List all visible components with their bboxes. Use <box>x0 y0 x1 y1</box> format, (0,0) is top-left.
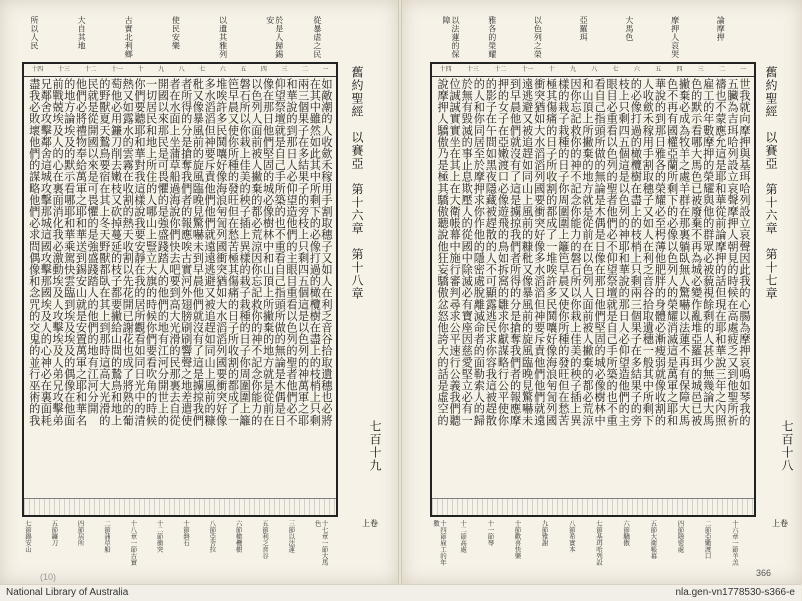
footnote: 八節亞舍拉 <box>208 520 217 553</box>
text-column: 秕又像暴風前的旋風臨晚見驚嚇未到早晨他們就沒有了這是擄掠我們 <box>191 78 205 426</box>
text-column: 和華說的到那日人必仰望造他們的主眼目重看以色列的聖者他們必不 <box>284 78 298 426</box>
right-verse-number-row <box>432 64 754 77</box>
text-column: 一切居民和地上所住的人哪山上豎立大旗的時候你們要看吹角的時候 <box>144 78 158 426</box>
text-column: 堆唉許多民鬨嚷好像海浪匉訇列國衝突猶如大水滔滔列國要衝突好像 <box>214 78 228 426</box>
column-number: 五 <box>240 66 247 73</box>
text-column: 世我就向摩押與基珥哈列設立哀聲因此我的心腸為摩押哀鳴如琴我的 <box>738 78 751 426</box>
text-column: 極其傷痛的日子所收割的都成了一堆唉許多民鬨嚷好像海浪匉訇列國 <box>544 78 558 426</box>
left-page <box>0 0 399 584</box>
text-column: 的影子在午間如黑夜隱藏被趕散的人不可顯露逃民求你容我這被趕散 <box>484 78 498 426</box>
footnote: 七節錫安山 <box>24 520 32 553</box>
text-column: 五臟為吉珥哈列設立哀聲摩押人朝見的時候在高處疲乏又到他聖所祈 <box>725 78 739 426</box>
item-identifier: nla.gen-vn1778530-s366-e <box>675 587 795 598</box>
column-number: 十二 <box>84 66 97 73</box>
footnote: 六節橄欖樹 <box>234 520 243 553</box>
margin-note: 以色列之榮 <box>533 16 543 59</box>
text-column: 於無有毀滅的事止息欺壓人的從國中除滅必有寶座因慈愛堅立必有一 <box>460 78 474 426</box>
column-number: 二 <box>719 66 726 73</box>
text-column: 的野獸夏天鷙鳥要宿在其上冬天野獸都臥在其上到那時這高大光滑的 <box>97 78 111 426</box>
viewer-footer <box>0 584 801 601</box>
left-body-text <box>28 78 332 497</box>
left-page-number: 七百十九 <box>368 420 382 472</box>
text-column: 仰望祭壇就是自己手所築的也不重看自己指頭所做的無論是木偶是日 <box>273 78 287 426</box>
text-column: 禱也不蒙應允這是耶和華從前論摩押的話但現在耶和華說三年之內照 <box>713 78 727 426</box>
text-column: 色不再有國權亞蘭所剩下的必像以色列人的榮耀消滅這是萬軍之耶和 <box>665 78 679 426</box>
left-top-notes <box>30 16 360 60</box>
text-column: 在其中雖然如此其中所剩下的必像打過的橄欖樹在盡上的枝梢上只剩 <box>308 78 322 426</box>
footnote: 二節蒲草船 <box>103 520 111 553</box>
text-column: 多水滔滔但神要斥責他們他們就遠遠逃避又被追趕如同山上風前的糠 <box>203 78 217 426</box>
text-column: 撇棄必成為牧羊之處羊群在那裏躺臥無人驚嚇以法蓮不再有保障大馬 <box>677 78 691 426</box>
column-number: 九 <box>570 66 577 73</box>
text-column: 你們要聽耶和華對我這樣說我要安靜在我的居所觀看如同日光中的清 <box>132 78 146 426</box>
text-column: 枝上只剩四五個這是以色列的神耶和華說的那日人必仰望造他們的主 <box>617 78 631 426</box>
footnote: 十二節衝突 <box>155 520 164 553</box>
text-column: 的地方論埃及的默示看哪耶和華乘駕快雲臨到埃及埃及的偶像在他面 <box>62 78 76 426</box>
text-column: 民就是從開國以來是可畏懼的是強盛踐踏人的他們的地有江河分開 <box>86 78 100 415</box>
column-number: 十三 <box>57 66 70 73</box>
text-column: 像在那日他們堅固的城必像樹林中和山頂上所撇棄的地方就是從前在 <box>261 78 275 426</box>
footnote: 九節雅謝 <box>540 520 549 546</box>
column-number: 三 <box>281 66 288 73</box>
text-column: 兄鄰舍攻擊鄰舍這城攻擊那城這國攻擊那國埃及人的心神必在裏面耗 <box>39 78 53 426</box>
column-number: 十三 <box>466 66 479 73</box>
column-number: 十 <box>137 66 144 73</box>
footnote: 十六章一節羊羔 <box>730 520 739 566</box>
right-bottom-notes <box>432 520 758 568</box>
text-column: 和山頂上所撇棄的地方就是從前在以色列人面前被人撇棄的都必荒涼 <box>581 78 594 426</box>
page-stamp: 366 <box>756 568 772 578</box>
footnote: 六節驕傲 <box>622 520 631 546</box>
footnote: 五節鐮刀 <box>50 520 59 546</box>
column-number: 十四 <box>31 66 44 73</box>
footnote: 十七章一節大馬色 <box>313 520 329 566</box>
left-bottom-notes <box>24 520 340 568</box>
text-column: 磐石所以你栽上佳美的秧子插上異樣的栽子栽種的日子你周圍圍上籬 <box>238 78 252 426</box>
footnote: 十節磐石 <box>182 520 190 546</box>
footnote: 五節大衛帳幕 <box>649 520 658 559</box>
column-number: 十一 <box>110 66 123 73</box>
right-page-mark: 上卷 <box>772 519 788 528</box>
text-column: 前戰兢埃及人的心在裏面消化我必激動埃及人攻擊埃及人弟兄攻擊弟 <box>51 78 65 426</box>
margin-note: 雅各的榮耀 <box>487 16 497 59</box>
footnote: 五節利乏音谷 <box>261 520 269 559</box>
text-column: 盡我必敗壞他們的謀略他們必求問偶像和念咒的交鬼的並行巫術的我 <box>27 78 41 426</box>
column-number: 七 <box>199 66 206 73</box>
column-number: 一 <box>322 66 329 73</box>
right-footnote-rule <box>432 498 754 515</box>
column-number: 十二 <box>494 66 507 73</box>
footnote: 八節希實本 <box>567 520 576 553</box>
text-column: 的人和你同居至於摩押求你作他的隱密處脫離滅命者的面勒索人的歸 <box>472 78 486 426</box>
text-column: 人收歛禾稼用手割取穗子又如人在利乏音谷拾取遺穗一般其中所剩下 <box>641 78 655 426</box>
text-column: 說摩押人驕傲乃是極其驕傲聽說他狂妄驕傲忿怒他誇大的話是虛空的 <box>436 78 450 426</box>
margin-note: 所以人民 <box>30 16 39 50</box>
corner-marker: (10) <box>40 572 57 582</box>
text-column: 遠逃避又被追趕如同山上風前的糠秕又像暴風前的旋風臨晚見驚嚇未 <box>520 78 534 426</box>
margin-note: 大自其地 <box>77 16 87 50</box>
footnote: 十一節琴 <box>486 520 495 546</box>
library-name: National Library of Australia <box>6 587 129 598</box>
text-column: 華說的到那日雅各的榮耀必至枵薄他肥胖的身體必漸瘦弱就像收割的 <box>653 78 667 426</box>
text-column: 衝突猶如大水滔滔列國要衝突好像多水滔滔但神要斥責他們他們就遠 <box>532 78 546 426</box>
text-column: 熱又如露水的雲霧在收割的熱天收割以先花開已謝花也成了將熟的葡 <box>121 78 135 426</box>
left-running-head <box>350 66 366 506</box>
column-number: 八 <box>178 66 185 73</box>
column-number: 一 <box>740 66 747 73</box>
footnote: 二節亞嫩渡口 <box>703 520 712 559</box>
column-number: 四 <box>676 66 683 73</box>
column-number: 六 <box>633 66 640 73</box>
column-number: 五 <box>655 66 662 73</box>
left-footnote-rule <box>24 498 336 515</box>
text-column: 如敵潮的人收歛禾稼用手割取穗子又如人在利乏音谷拾取遺穗也必將 <box>320 78 333 426</box>
column-number: 三 <box>697 66 704 73</box>
margin-note: 大馬色 <box>624 16 634 42</box>
footnote: 十八章一節古實 <box>129 520 138 566</box>
column-number: 十一 <box>521 66 534 73</box>
left-page-number-box <box>368 420 384 480</box>
left-running-head-text: 舊約聖經 以賽亞 第十六章 第十八章 <box>350 66 364 300</box>
right-page <box>401 0 802 584</box>
text-column: 看自己指頭所做的無論是木偶是日像在那日他們堅固的城必像樹林中 <box>593 78 607 426</box>
margin-note: 從暴虐之民 <box>312 16 322 59</box>
text-column: 者在水面上坐蒲草船過海說你們快去吧要到高大光滑的民那裏去自從 <box>168 78 181 426</box>
text-column: 萄他必用鐮刀削去嫩枝又砍掉蔓延的枝子都要撇給山間的鷙鳥和地上 <box>109 78 123 426</box>
footnote: 七節基珥哈列設 <box>595 520 603 566</box>
margin-note: 以遺其雅列 <box>218 16 228 59</box>
text-column: 位誠誠實實坐在其上在大衛帳幕中施行審判尋求公平速行公義我們聽 <box>448 78 462 426</box>
right-running-head <box>764 66 780 506</box>
margin-note: 論摩押 <box>716 16 726 42</box>
right-running-head-text: 舊約聖經 以賽亞 第十六章 第十七章 <box>764 66 778 300</box>
column-number: 四 <box>260 66 267 73</box>
right-top-notes <box>442 16 762 60</box>
column-number: 七 <box>612 66 619 73</box>
text-column: 眼目必重看以色列的聖者他們必不仰望祭壇就是自己手所築的也不重 <box>605 78 619 426</box>
right-page-number: 七百十八 <box>780 420 794 472</box>
margin-note: 摩押人哀哭 <box>670 16 680 59</box>
column-number: 十 <box>548 66 555 73</box>
column-number: 九 <box>158 66 165 73</box>
text-column: 笆早晨又使你所種的發旺但在愁苦極其傷痛的日子所收割的都成了一 <box>226 78 240 426</box>
text-column: 他們必將禮物奉給萬軍之耶和華送到錫安山就是安置萬軍之耶和華名 <box>74 78 88 426</box>
footnote: 十節歡喜快樂 <box>513 520 522 559</box>
right-page-number-box <box>780 420 796 480</box>
margin-note: 以法蓮的保障 <box>442 16 460 59</box>
text-column: 樣的栽子栽種的日子你周圍圍上籬笆早晨又使你所種的發旺但在愁苦 <box>556 78 570 426</box>
text-column: 以色列人面前被人撇棄的都必荒涼因你忘記救你的神不記念你能力的 <box>249 78 263 426</box>
footnote: 三節以法蓮 <box>287 520 296 553</box>
right-text-frame <box>430 62 756 517</box>
left-page-mark: 上卷 <box>362 519 378 528</box>
column-number: 八 <box>591 66 598 73</box>
footnote: 四節隱密處 <box>676 520 685 553</box>
text-column: 因你忘記救你的神不記念你能力的磐石所以你栽上佳美的秧子插上異 <box>568 78 582 426</box>
column-number: 二 <box>302 66 309 73</box>
footnote: 十二節高處 <box>459 520 468 553</box>
right-body-text <box>436 78 750 497</box>
footnote: 十四節雇工的年數 <box>432 520 447 566</box>
margin-note: 使民安樂 <box>171 16 181 50</box>
margin-note: 亞羅珥 <box>579 16 589 42</box>
margin-note: 於是人歸錫安 <box>265 16 284 59</box>
text-column: 的必像打過的橄欖樹在盡上的枝梢上只剩兩三個果子在多結果子的旁 <box>629 78 643 426</box>
text-column: 到早晨他們就沒有了這是擄掠我們者所得的分是搶奪我們者的報應摩 <box>508 78 522 426</box>
text-column: 押的女子在亞嫩渡口必像遊飛的鳥如拆窩的雛求你獻謀略行公平使你 <box>496 78 510 426</box>
column-number: 十四 <box>439 66 452 73</box>
left-text-frame <box>22 62 338 517</box>
left-verse-number-row <box>24 64 336 77</box>
text-column: 者所得的分是搶奪我們者的報應唉古實河外翅膀刷刷響聲之地差遣使 <box>179 78 193 426</box>
margin-note: 古實北利鄉 <box>124 16 134 59</box>
text-column: 色的默示看哪大馬色已被廢棄不再為城必變作亂堆亞羅珥的城邑已被 <box>689 78 703 426</box>
text-column: 兩三個果子在多結果子的旁枝上只剩四五個這是以色列的神萬軍之耶 <box>296 78 310 426</box>
text-column: 開國以來那民是可畏懼的是強盛踐踏人的他們的地有江河分開世上的 <box>156 78 170 426</box>
text-column: 雇工的年數摩押的榮耀與他的群眾必被藐視餘剩的人甚少無幾論大馬 <box>701 78 715 426</box>
column-number: 六 <box>219 66 226 73</box>
footnote: 四節居所 <box>76 520 85 546</box>
